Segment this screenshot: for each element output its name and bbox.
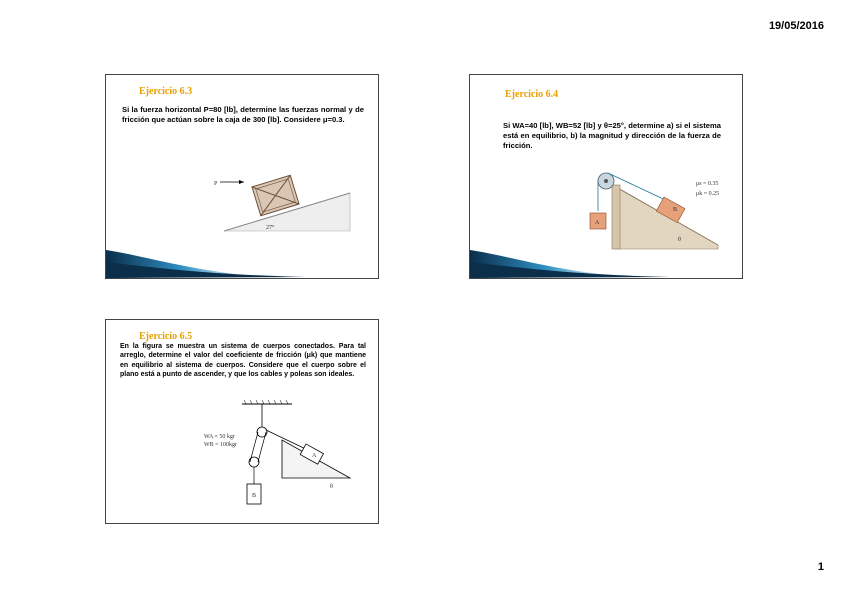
- slide-swoosh-decoration: [106, 242, 378, 278]
- mu-s-label: μs = 0.35: [696, 181, 719, 187]
- connected-bodies-figure: [202, 400, 362, 510]
- slide-title: Ejercicio 6.3: [139, 86, 193, 97]
- block-a-label: A: [595, 220, 600, 226]
- inclined-crate-figure: [214, 165, 354, 235]
- block-b-label: B: [673, 207, 678, 213]
- slide-text: En la figura se muestra un sistema de cuerpos conectados. Para tal arreglo, determine el valor del coeficiente de fricción (μk) que mantiene en equilibrio al sistema de cuerpos. Considere que el cuerpo sobre el plano está a punto de ascender, y que los cables y poleas son ideales.: [120, 343, 366, 379]
- angle-label: 27°: [266, 225, 275, 231]
- header-date: 19/05/2016: [768, 20, 824, 32]
- slide-text: Si la fuerza horizontal P=80 [lb], determine las fuerzas normal y de fricción que actúan sobre la caja de 300 [lb]. Considere μ=0.3.: [122, 105, 364, 124]
- slide-exercise-6-4: [469, 74, 743, 279]
- slide-exercise-6-3: [105, 74, 379, 279]
- page-number: 1: [817, 561, 824, 573]
- slide-text: Si WA=40 [lb], WB=52 [lb] y θ=25°, determine a) si el sistema está en equilibrio, b) la magnitud y dirección de la fuerza de fricción.: [503, 121, 721, 150]
- pulley-incline-figure: [586, 167, 736, 251]
- block-a-label: A: [312, 453, 317, 459]
- force-label: P: [214, 181, 218, 187]
- angle-label: θ: [678, 237, 681, 243]
- block-b-label: B: [252, 493, 257, 499]
- angle-label: θ: [330, 484, 333, 490]
- slide-title: Ejercicio 6.4: [505, 89, 559, 100]
- wa-label: WA = 50 kgr: [204, 434, 235, 440]
- slide-title: Ejercicio 6.5: [139, 331, 193, 342]
- slide-exercise-6-5: [105, 319, 379, 524]
- wb-label: WB = 100kgr: [204, 442, 238, 448]
- slide-swoosh-decoration: [470, 242, 742, 278]
- mu-k-label: μk = 0.25: [696, 191, 720, 197]
